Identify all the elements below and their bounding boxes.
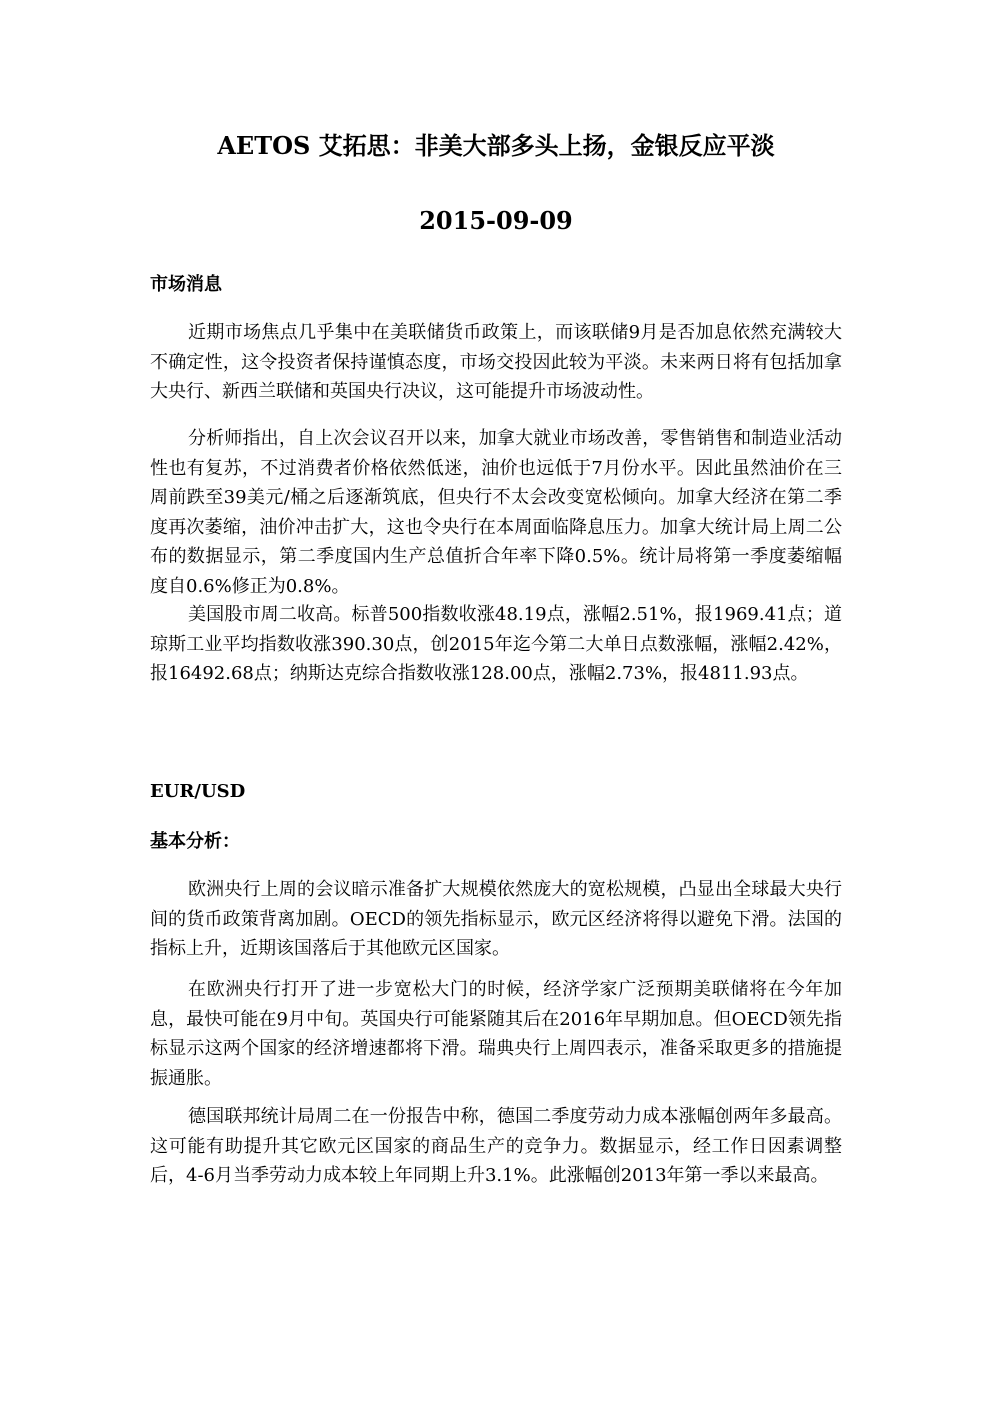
currency-pair-label: EUR/USD [150, 781, 246, 802]
document-date: 2015-09-09 [419, 206, 573, 235]
market-paragraph-1: 近期市场焦点几乎集中在美联储货币政策上，而该联储9月是否加息依然充满较大不确定性，这令投资者保持谨慎态度，市场交投因此较为平淡。未来两日将有包括加拿大央行、新西兰联储和英国央行决议，这可能提升市场波动性。 [150, 322, 842, 402]
document-title: AETOS 艾拓思：非美大部多头上扬，金银反应平淡 [217, 131, 775, 160]
eurusd-paragraph-2: 在欧洲央行打开了进一步宽松大门的时候，经济学家广泛预期美联储将在今年加息，最快可能在9月中旬。英国央行可能紧随其后在2016年早期加息。但OECD领先指标显示这两个国家的经济增速都将下滑。瑞典央行上周四表示，准备采取更多的措施提振通胀。 [150, 979, 842, 1089]
eurusd-paragraph-1: 欧洲央行上周的会议暗示准备扩大规模依然庞大的宽松规模，凸显出全球最大央行间的货币政策背离加剧。OECD的领先指标显示，欧元区经济将得以避免下滑。法国的指标上升，近期该国落后于其他欧元区国家。 [150, 879, 842, 959]
section-heading-fundamental-analysis: 基本分析： [150, 831, 240, 852]
market-paragraph-3: 美国股市周二收高。标普500指数收涨48.19点，涨幅2.51%，报1969.41点；道琼斯工业平均指数收涨390.30点，创2015年迄今第二大单日点数涨幅，涨幅2.42%，报16492.68点；纳斯达克综合指数收涨128.00点，涨幅2.73%，报4811.93点。 [150, 604, 842, 684]
section-heading-market-news: 市场消息 [150, 274, 222, 295]
market-paragraph-2: 分析师指出，自上次会议召开以来，加拿大就业市场改善，零售销售和制造业活动性也有复苏，不过消费者价格依然低迷，油价也远低于7月份水平。因此虽然油价在三周前跌至39美元/桶之后逐渐筑底，但央行不太会改变宽松倾向。加拿大经济在第二季度再次萎缩，油价冲击扩大，这也令央行在本周面临降息压力。加拿大统计局上周二公布的数据显示，第二季度国内生产总值折合年率下降0.5%。统计局将第一季度萎缩幅度自0.6%修正为0.8%。 [150, 428, 842, 597]
eurusd-paragraph-3: 德国联邦统计局周二在一份报告中称，德国二季度劳动力成本涨幅创两年多最高。这可能有助提升其它欧元区国家的商品生产的竞争力。数据显示，经工作日因素调整后，4-6月当季劳动力成本较上年同期上升3.1%。此涨幅创2013年第一季以来最高。 [150, 1106, 842, 1186]
